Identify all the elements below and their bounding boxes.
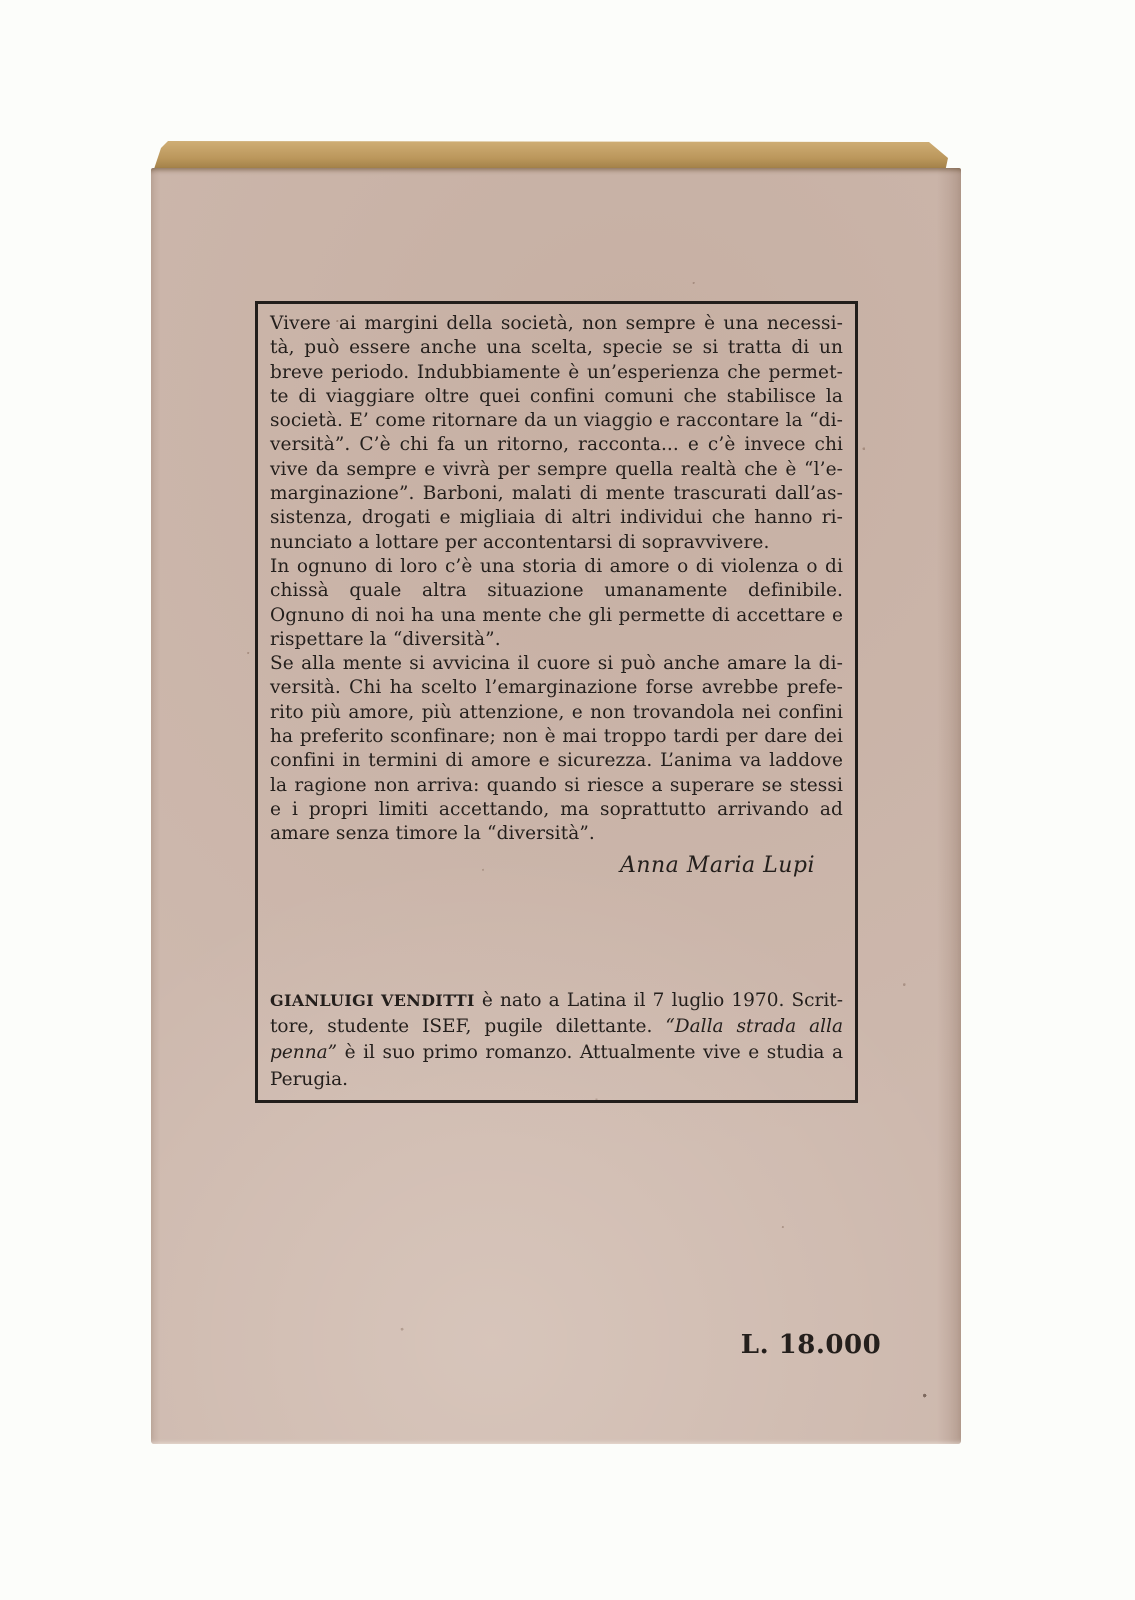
bio-text-segment: è il suo primo romanzo. Attualmente vive e studia a <box>337 1042 843 1064</box>
blurb-signature: Anna Maria Lupi <box>619 853 815 878</box>
blurb-border-box <box>255 301 858 1103</box>
book <box>149 141 963 1444</box>
blurb-line: rispettare la “diversità”. <box>270 628 501 650</box>
blurb-line: breve periodo. Indubbiamente è un’esperienza che permet- <box>270 361 843 383</box>
author-bio-line <box>270 988 843 1014</box>
bio-text-segment: penna” <box>270 1042 338 1064</box>
blurb-line: società. E’ come ritornare da un viaggio e raccontare la “di- <box>270 410 843 432</box>
blurb-line: In ognuno di loro c’è una storia di amore o di violenza o di <box>270 555 843 577</box>
bio-text-segment: GIANLUIGI VENDITTI <box>270 990 475 1010</box>
blurb-line: ha preferito sconfinare; non è mai troppo tardi per dare dei <box>270 726 843 748</box>
blurb-line: sistenza, drogati e migliaia di altri individui che hanno ri- <box>270 507 843 529</box>
author-bio <box>270 988 843 1093</box>
blurb-line: Vivere ai margini della società, non sempre è una necessi- <box>270 313 843 334</box>
blurb-line: tà, può essere anche una scelta, specie se si tratta di un <box>270 337 843 359</box>
blurb-line: confini in termini di amore e sicurezza. L’anima va laddove <box>270 750 843 772</box>
bio-text-segment: tore, studente ISEF, pugile dilettante. <box>270 1016 666 1038</box>
back-cover-blurb <box>270 312 843 847</box>
bio-text-segment: Perugia. <box>270 1068 348 1090</box>
book-back-cover <box>151 168 961 1444</box>
blurb-line: rito più amore, più attenzione, e non trovandola nei confini <box>270 701 843 723</box>
author-bio-line <box>270 1014 843 1040</box>
blurb-line: e i propri limiti accettando, ma soprattutto arrivando ad <box>270 798 843 820</box>
blurb-line: Ognuno di noi ha una mente che gli permette di accettare e <box>270 604 843 626</box>
author-bio-line <box>270 1067 843 1093</box>
blurb-line: amare senza timore la “diversità”. <box>270 823 595 845</box>
bio-text-segment: è nato a Latina il 7 luglio 1970. Scrit- <box>474 989 843 1011</box>
blurb-line: versità”. C’è chi fa un ritorno, racconta... e c’è invece chi <box>270 434 843 456</box>
blurb-line: te di viaggiare oltre quei confini comuni che stabilisce la <box>270 385 843 407</box>
blurb-line: vive da sempre e vivrà per sempre quella realtà che è “l’e- <box>270 458 843 480</box>
price-label: L. 18.000 <box>740 1330 882 1360</box>
blurb-line: nunciato a lottare per accontentarsi di sopravvivere. <box>270 531 770 553</box>
blurb-line: la ragione non arriva: quando si riesce a superare se stessi <box>270 774 843 796</box>
blurb-line: marginazione”. Barboni, malati di mente trascurati dall’as- <box>270 483 843 505</box>
author-bio-line <box>270 1040 843 1066</box>
blurb-line: Se alla mente si avvicina il cuore si può anche amare la di- <box>270 653 843 675</box>
blurb-line: chissà quale altra situazione umanamente definibile. <box>270 580 843 602</box>
blurb-line: versità. Chi ha scelto l’emarginazione forse avrebbe prefe- <box>270 677 843 699</box>
bio-text-segment: “Dalla strada alla <box>665 1016 843 1038</box>
